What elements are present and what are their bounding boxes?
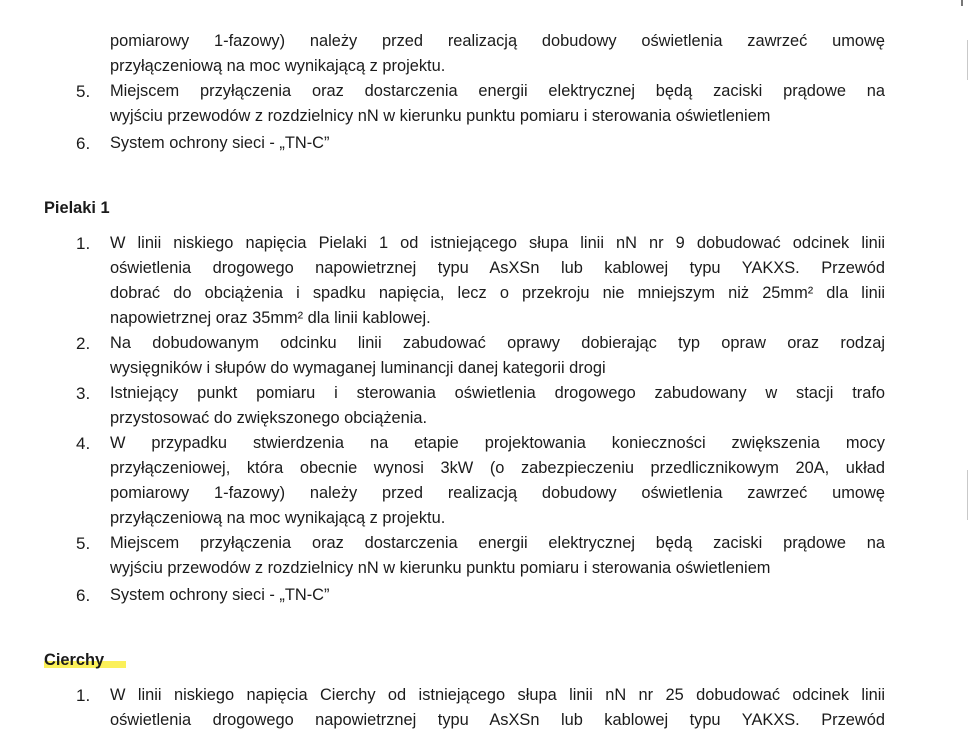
text-line: pomiarowy 1-fazowy) należy przed realizacją dobudowy oświetlenia zawrzeć umowę: [110, 32, 885, 50]
list-item: [110, 231, 885, 331]
list-number: 3.: [76, 384, 91, 403]
continuation-paragraph: [110, 29, 885, 79]
section-heading: Pielaki 1: [44, 199, 110, 217]
text-line: W linii niskiego napięcia Pielaki 1 od istniejącego słupa linii nN nr 9 dobudować odcinek linii: [110, 234, 885, 252]
text-line: pomiarowy 1-fazowy) należy przed realizacją dobudowy oświetlenia zawrzeć umowę: [110, 484, 885, 502]
text-line: Na dobudowanym odcinku linii zabudować oprawy dobierając typ opraw oraz rodzaj: [110, 334, 885, 352]
list-number: 5.: [76, 534, 91, 553]
list-item: [110, 431, 885, 531]
list-item: [110, 381, 885, 431]
text-line: wysięgników i słupów do wymaganej luminancji danej kategorii drogi: [110, 359, 606, 377]
list-number: 6.: [76, 586, 91, 605]
text-line: przystosować do zwiększonego obciążenia.: [110, 409, 428, 427]
text-line: przyłączeniową na moc wynikającą z projektu.: [110, 57, 446, 75]
list-item: [110, 131, 885, 156]
list-item: [110, 531, 885, 581]
text-line: W linii niskiego napięcia Cierchy od istniejącego słupa linii nN nr 25 dobudować odcinek linii: [110, 686, 885, 704]
list-item: [110, 583, 885, 608]
scan-edge-line: [967, 470, 968, 520]
list-item: [110, 79, 885, 129]
highlighted-text: Cierchy: [44, 651, 126, 669]
text-line: dobrać do obciążenia i spadku napięcia, lecz o przekroju nie mniejszym niż 25mm² dla linii: [110, 284, 885, 302]
list-number: 4.: [76, 434, 91, 453]
list-number: 2.: [76, 334, 91, 353]
list-number: 1.: [76, 686, 91, 705]
text-line: Miejscem przyłączenia oraz dostarczenia energii elektrycznej będą zaciski prądowe na: [110, 82, 885, 100]
list-number: 5.: [76, 82, 91, 101]
scan-mark: [961, 0, 963, 6]
text-line: przyłączeniową na moc wynikającą z projektu.: [110, 509, 446, 527]
text-line: wyjściu przewodów z rozdzielnicy nN w kierunku punktu pomiaru i sterowania oświetleniem: [110, 559, 771, 577]
text-line: System ochrony sieci - „TN-C”: [110, 134, 330, 152]
text-line: System ochrony sieci - „TN-C”: [110, 586, 330, 604]
list-number: 6.: [76, 134, 91, 153]
section-heading-highlighted: [44, 648, 126, 673]
text-line: oświetlenia drogowego napowietrznej typu AsXSn lub kablowej typu YAKXS. Przewód: [110, 711, 885, 729]
text-line: wyjściu przewodów z rozdzielnicy nN w kierunku punktu pomiaru i sterowania oświetleniem: [110, 107, 771, 125]
text-line: Miejscem przyłączenia oraz dostarczenia energii elektrycznej będą zaciski prądowe na: [110, 534, 885, 552]
text-line: przyłączeniowej, która obecnie wynosi 3kW (o zabezpieczeniu przedlicznikowym 20A, układ: [110, 459, 885, 477]
text-line: W przypadku stwierdzenia na etapie projektowania konieczności zwiększenia mocy: [110, 434, 885, 452]
text-line: oświetlenia drogowego napowietrznej typu AsXSn lub kablowej typu YAKXS. Przewód: [110, 259, 885, 277]
scan-edge-line: [967, 40, 968, 80]
list-number: 1.: [76, 234, 91, 253]
list-item: [110, 331, 885, 381]
text-line: napowietrznej oraz 35mm² dla linii kablowej.: [110, 309, 431, 327]
list-item: [110, 683, 885, 733]
text-line: Istniejący punkt pomiaru i sterowania oświetlenia drogowego zabudowany w stacji trafo: [110, 384, 885, 402]
